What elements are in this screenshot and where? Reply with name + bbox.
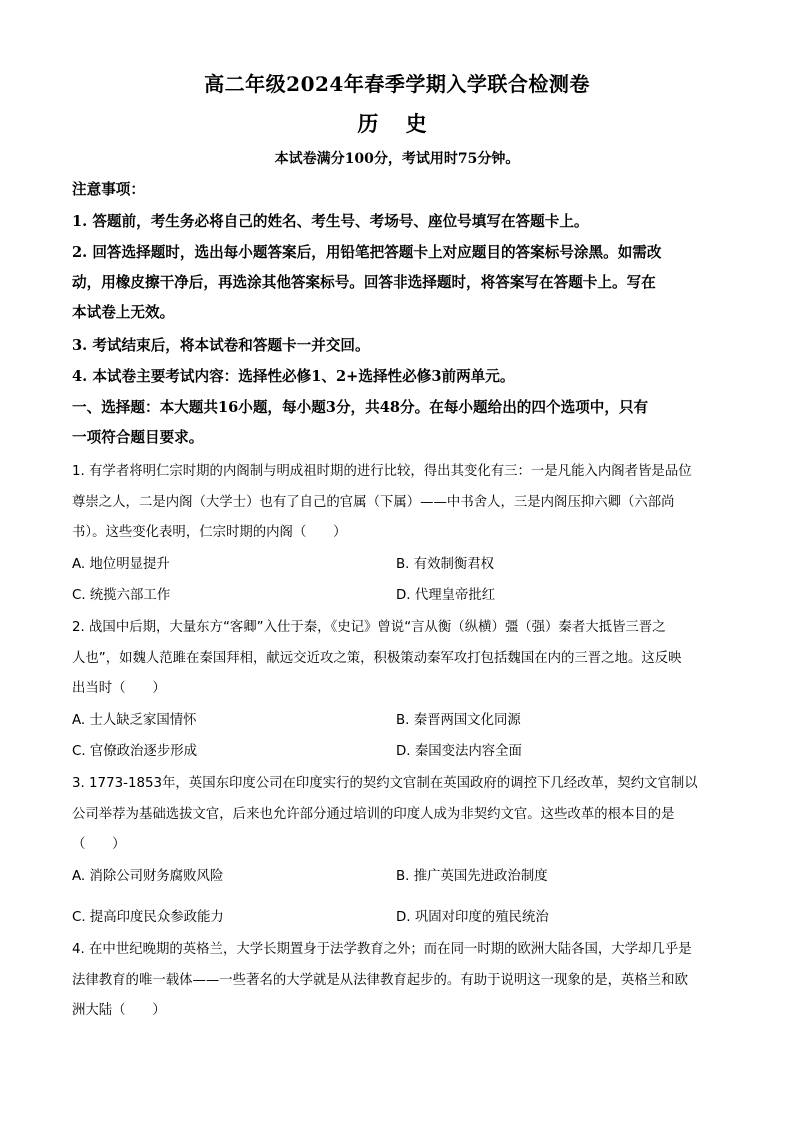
- question-3-option-d: D. 巩固对印度的殖民统治: [396, 910, 549, 925]
- section-heading-cont: 一项符合题目要求。: [72, 429, 204, 446]
- question-4-stem: 洲大陆（ ）: [72, 1003, 166, 1018]
- note-item: 1. 答题前，考生务必将自己的姓名、考生号、考场号、座位号填写在答题卡上。: [72, 213, 589, 230]
- question-1-stem: 尊崇之人，二是内阁（大学士）也有了自己的官属（下属）——中书舍人，三是内阁压抑六卿（六部尚: [72, 495, 675, 510]
- note-item: 3. 考试结束后，将本试卷和答题卡一并交回。: [72, 337, 370, 354]
- question-2-stem: 出当时（ ）: [72, 681, 166, 696]
- exam-title: 高二年级2024年春季学期入学联合检测卷: [204, 72, 590, 96]
- section-heading: 一、选择题：本大题共16小题，每小题3分，共48分。在每小题给出的四个选项中，只有: [72, 399, 649, 416]
- score-note: 本试卷满分100分，考试用时75分钟。: [274, 151, 520, 167]
- subject-title: 历 史: [357, 111, 437, 136]
- question-1-option-c: C. 统揽六部工作: [72, 588, 171, 603]
- question-2-option-b: B. 秦晋两国文化同源: [396, 713, 521, 728]
- question-3-option-a: A. 消除公司财务腐败风险: [72, 869, 224, 884]
- question-3-stem: （ ）: [72, 837, 126, 852]
- question-1-option-b: B. 有效制衡君权: [396, 557, 495, 572]
- note-item-cont: 本试卷上无效。: [72, 304, 175, 321]
- notes-heading: 注意事项：: [72, 181, 145, 198]
- question-1-option-a: A. 地位明显提升: [72, 557, 170, 572]
- note-item-cont: 动，用橡皮擦干净后，再选涂其他答案标号。回答非选择题时，将答案写在答题卡上。写在: [72, 274, 656, 291]
- question-1-stem: 1. 有学者将明仁宗时期的内阁制与明成祖时期的进行比较，得出其变化有三：一是凡能入内阁者皆是品位: [72, 464, 692, 479]
- question-3-option-b: B. 推广英国先进政治制度: [396, 869, 548, 884]
- question-3-stem: 3. 1773-1853年，英国东印度公司在印度实行的契约文官制在英国政府的调控下几经改革，契约文官制以: [72, 776, 698, 791]
- question-2-option-a: A. 士人缺乏家国情怀: [72, 713, 197, 728]
- question-2-option-d: D. 秦国变法内容全面: [396, 744, 522, 759]
- question-3-stem: 公司举荐为基础选拔文官，后来也允许部分通过培训的印度人成为非契约文官。这些改革的根本目的是: [72, 807, 675, 822]
- question-1-stem: 书）。这些变化表明，仁宗时期的内阁（ ）: [72, 525, 347, 540]
- note-item: 2. 回答选择题时，选出每小题答案后，用铅笔把答题卡上对应题目的答案标号涂黑。如需改: [72, 244, 662, 261]
- question-2-option-c: C. 官僚政治逐步形成: [72, 744, 197, 759]
- question-2-stem: 2. 战国中后期，大量东方“客卿”入仕于秦，《史记》曾说“言从衡（纵横）彊（强）秦者大抵皆三晋之: [72, 620, 666, 635]
- question-1-option-d: D. 代理皇帝批红: [396, 588, 496, 603]
- question-4-stem: 法律教育的唯一载体——一些著名的大学就是从法律教育起步的。有助于说明这一现象的是，英格兰和欧: [72, 973, 688, 988]
- note-item: 4. 本试卷主要考试内容：选择性必修1、2+选择性必修3前两单元。: [72, 368, 515, 385]
- question-3-option-c: C. 提高印度民众参政能力: [72, 910, 224, 925]
- question-4-stem: 4. 在中世纪晚期的英格兰，大学长期置身于法学教育之外；而在同一时期的欧洲大陆各国，大学却几乎是: [72, 942, 692, 957]
- question-2-stem: 人也”，如魏人范雎在秦国拜相，献远交近攻之策，积极策动秦军攻打包括魏国在内的三晋之地。这反映: [72, 651, 682, 666]
